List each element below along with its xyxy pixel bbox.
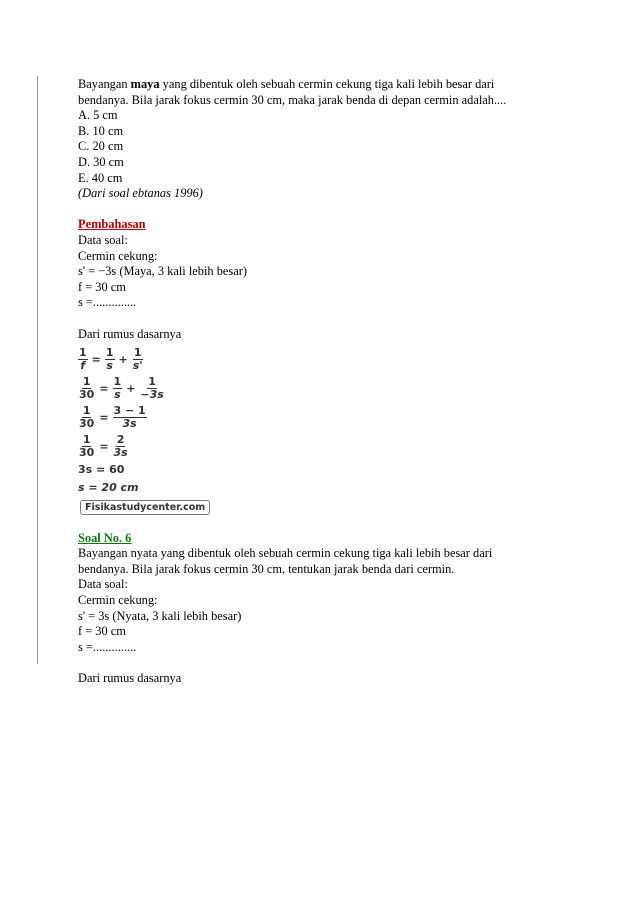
option-d: D. 30 cm — [78, 154, 124, 169]
solution-line: Data soal: — [78, 577, 128, 592]
pembahasan-heading[interactable]: Pembahasan — [78, 217, 146, 232]
formula-row-2: $\frac{1}{30}$ = $\frac{1}{s}$ + $\frac{1}{-3s}$ — [79, 375, 164, 402]
solution-line: s =.............. — [78, 295, 137, 310]
solution-line: Cermin cekung: — [78, 593, 158, 608]
solution-line: Cermin cekung: — [78, 248, 158, 263]
question-text-line-2: bendanya. Bila jarak fokus cermin 30 cm, tentukan jarak benda dari cermin. — [78, 561, 455, 576]
solution-line: f = 30 cm — [78, 624, 126, 639]
soal-heading[interactable]: Soal No. 6 — [78, 530, 132, 545]
formula-intro: Dari rumus dasarnya — [78, 326, 182, 341]
formula-row-5: 3s = 60 — [78, 463, 125, 477]
formula-row-6: s = 20 cm — [78, 481, 139, 495]
formula-image — [78, 345, 598, 515]
solution-line: s =.............. — [78, 639, 137, 654]
watermark-badge: Fisikastudycenter.com — [80, 500, 210, 515]
option-e: E. 40 cm — [78, 170, 123, 185]
option-c: C. 20 cm — [78, 139, 124, 154]
formula-row-1: $\frac{1}{f}$ = $\frac{1}{s}$ + $\frac{1}{s'}$ — [79, 346, 143, 373]
question-text-line-1: Bayangan nyata yang dibentuk oleh sebuah cermin cekung tiga kali lebih besar dari — [78, 546, 493, 561]
question-source: (Dari soal ebtanas 1996) — [78, 186, 203, 201]
solution-line: f = 30 cm — [78, 279, 126, 294]
question-text-line-2: bendanya. Bila jarak fokus cermin 30 cm, maka jarak benda di depan cermin adalah.... — [78, 92, 507, 107]
solution-line: s' = −3s (Maya, 3 kali lebih besar) — [78, 264, 247, 279]
margin-rule — [37, 76, 38, 664]
option-b: B. 10 cm — [78, 123, 124, 138]
document-body — [78, 77, 598, 687]
formula-row-4: $\frac{1}{30}$ = $\frac{2}{3s}$ — [79, 433, 128, 460]
formula-row-3: $\frac{1}{30}$ = $\frac{3 - 1}{3s}$ — [79, 404, 146, 431]
question-text-line-1: Bayangan maya yang dibentuk oleh sebuah cermin cekung tiga kali lebih besar dari — [78, 77, 495, 91]
option-a: A. 5 cm — [78, 108, 118, 123]
solution-line: Data soal: — [78, 232, 128, 247]
solution-line: s' = 3s (Nyata, 3 kali lebih besar) — [78, 608, 242, 623]
formula-intro: Dari rumus dasarnya — [78, 671, 182, 686]
